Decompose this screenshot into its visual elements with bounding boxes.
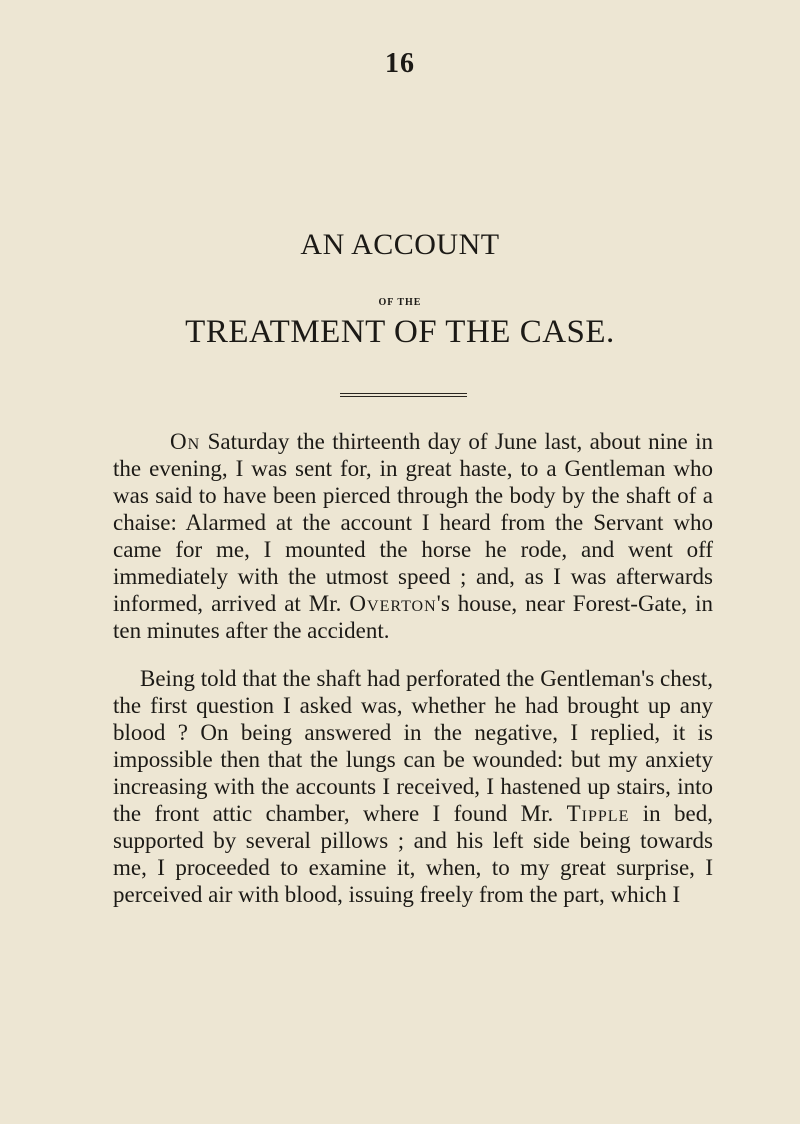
page-number: 16 bbox=[385, 48, 415, 79]
decorative-rule bbox=[340, 393, 467, 397]
chapter-title: AN ACCOUNT bbox=[300, 228, 500, 261]
chapter-subtitle: TREATMENT OF THE CASE. bbox=[185, 314, 615, 350]
paragraph-1-text-a: Saturday the thirteenth day of June last, about nine in the evening, I was sent for, in great haste, to a Gentleman who was said to have been pierced through the body by the shaft of a chaise: Alarmed at the account I heard from the Servant who came for me, I mounted the horse he rode, and went off immediately with the utmost speed ; and, as I was afterwards informed, arrived at Mr. bbox=[113, 429, 713, 616]
person-name-tipple: Tipple bbox=[566, 801, 630, 826]
person-name-overton: Overton bbox=[349, 591, 437, 616]
opening-word: On bbox=[170, 429, 201, 454]
paragraph-1-text-b: 's house, near Forest-Gate, in ten minutes after the accident. bbox=[113, 591, 714, 643]
paragraph-2-text-b: in bed, supported by several pillows ; and his left side being towards me, I proceeded to examine it, when, to my great surprise, I perceived air with blood, issuing freely from the part, which I bbox=[113, 801, 713, 907]
paragraph-2-text-a: Being told that the shaft had perforated the Gentleman's chest, the first question I asked was, whether he had brought up any blood ? On being answered in the negative, I replied, it is impossible then that the lungs can be wounded: but my anxiety increasing with the accounts I received, I hastened up stairs, into the front attic chamber, where I found Mr. bbox=[113, 666, 713, 826]
paragraph-1 bbox=[113, 428, 713, 644]
chapter-title-connector: OF THE bbox=[378, 297, 422, 308]
paragraph-2 bbox=[113, 665, 713, 908]
